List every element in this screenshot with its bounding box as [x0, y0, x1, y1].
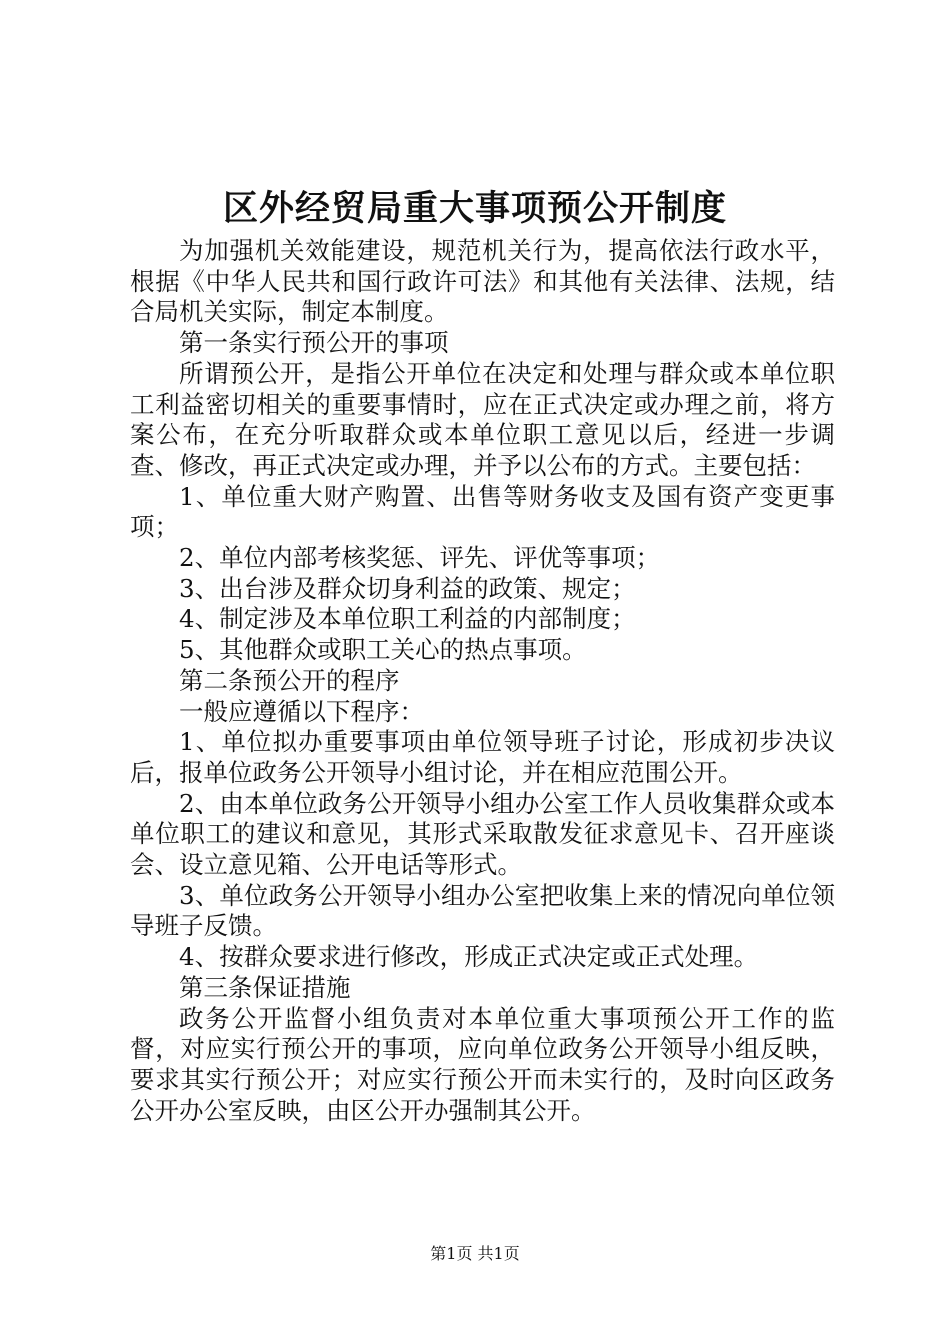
article-2-step-2: 2、由本单位政务公开领导小组办公室工作人员收集群众或本单位职工的建议和意见，其形式采取散发征求意见卡、召开座谈会、设立意见箱、公开电话等形式。 — [130, 788, 835, 880]
article-1-item-4: 4、制定涉及本单位职工利益的内部制度； — [179, 604, 636, 634]
article-1-item-5: 5、其他群众或职工关心的热点事项。 — [179, 635, 587, 665]
article-2-step-4: 4、按群众要求进行修改，形成正式决定或正式处理。 — [179, 942, 759, 972]
article-3-body: 政务公开监督小组负责对本单位重大事项预公开工作的监督，对应实行预公开的事项，应向单位政务公开领导小组反映，要求其实行预公开；对应实行预公开而未实行的，及时向区政务公开办公室反映，由区公开办强制其公开。 — [130, 1003, 835, 1125]
article-1-heading: 第一条实行预公开的事项 — [179, 328, 449, 358]
article-1-item-1: 1、单位重大财产购置、出售等财务收支及国有资产变更事项； — [130, 481, 835, 542]
document-body — [130, 236, 835, 1126]
article-2-step-3: 3、单位政务公开领导小组办公室把收集上来的情况向单位领导班子反馈。 — [130, 880, 835, 941]
article-1-item-2: 2、单位内部考核奖惩、评先、评优等事项； — [179, 543, 661, 573]
intro-paragraph: 为加强机关效能建设，规范机关行为，提高依法行政水平，根据《中华人民共和国行政许可法》和其他有关法律、法规，结合局机关实际，制定本制度。 — [130, 236, 835, 327]
article-1-definition: 所谓预公开，是指公开单位在决定和处理与群众或本单位职工利益密切相关的重要事情时，应在正式决定或办理之前，将方案公布，在充分听取群众或本单位职工意见以后，经进一步调查、修改，再正式决定或办理，并予以公布的方式。主要包括： — [130, 358, 835, 480]
article-2-heading: 第二条预公开的程序 — [179, 665, 400, 695]
article-1-item-3: 3、出台涉及群众切身利益的政策、规定； — [179, 573, 636, 603]
page-footer: 第1页 共1页 — [430, 1244, 520, 1263]
article-3-heading: 第三条保证措施 — [179, 972, 351, 1002]
document-title: 区外经贸局重大事项预公开制度 — [222, 188, 727, 229]
article-2-step-1: 1、单位拟办重要事项由单位领导班子讨论，形成初步决议后，报单位政务公开领导小组讨论，并在相应范围公开。 — [130, 727, 835, 787]
article-2-intro: 一般应遵循以下程序： — [179, 696, 424, 726]
